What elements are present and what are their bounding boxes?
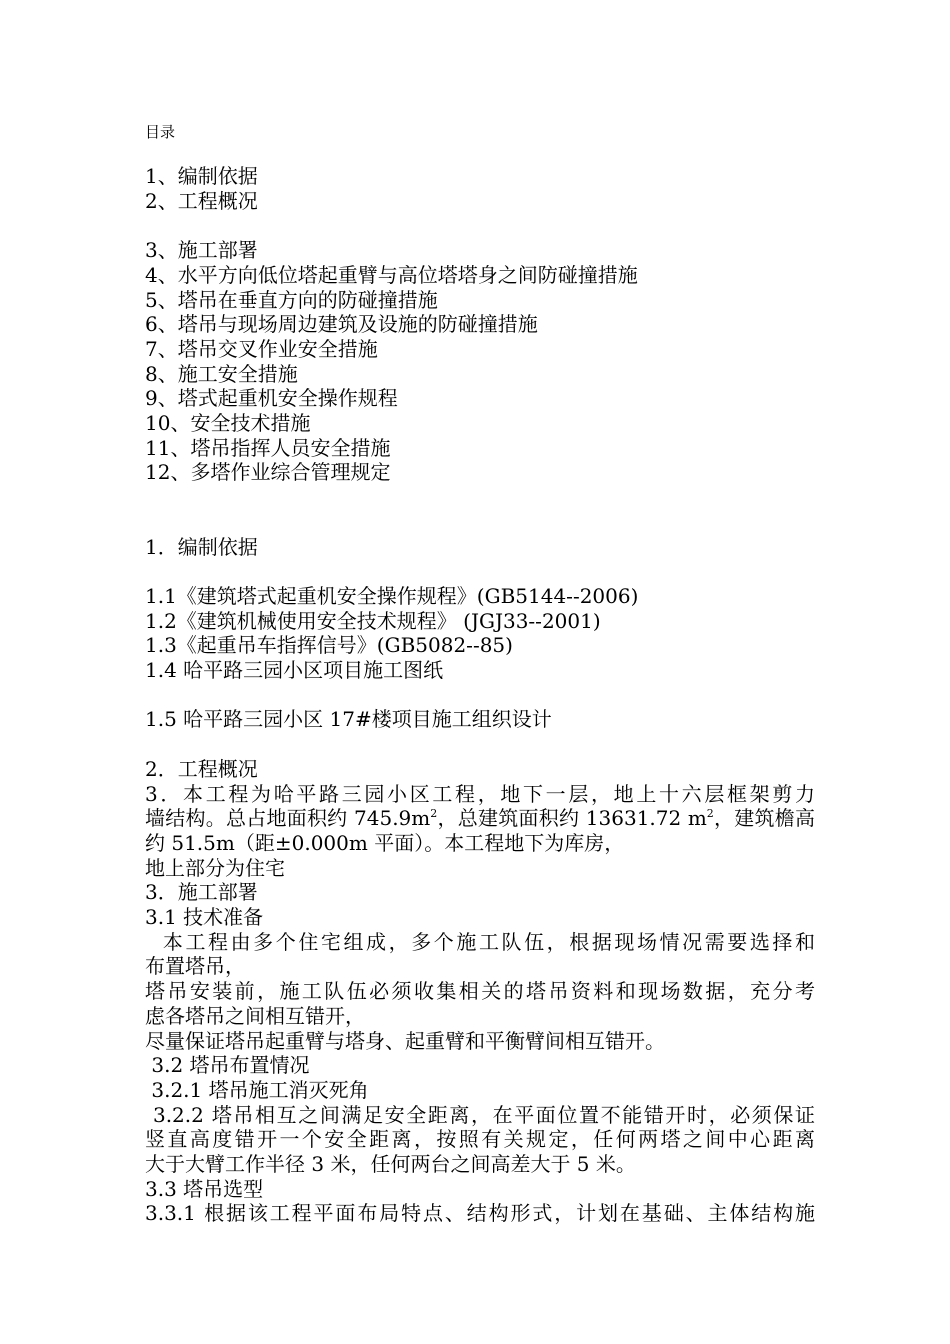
reference-item: 1.4 哈平路三园小区项目施工图纸 [145, 658, 444, 683]
text-run: 墙结构。总占地面积约 745.9m [145, 806, 431, 831]
document-body [145, 120, 815, 1226]
section-title: 1．编制依据 [145, 534, 258, 559]
subsection-title: 3.3 塔吊选型 [145, 1176, 264, 1201]
reference-item: 1.5 哈平路三园小区 17#楼项目施工组织设计 [145, 707, 552, 732]
toc-item: 4、水平方向低位塔起重臂与高位塔塔身之间防碰撞措施 [145, 262, 638, 287]
toc-list [145, 164, 815, 485]
reference-item: 1.1《建筑塔式起重机安全操作规程》(GB5144--2006) [145, 583, 639, 608]
reference-item: 1.3《起重吊车指挥信号》(GB5082--85) [145, 633, 513, 658]
paragraph-line: 大于大臂工作半径 3 米，任何两台之间高差大于 5 米。 [145, 1152, 636, 1177]
toc-item: 10、安全技术措施 [145, 411, 311, 436]
paragraph-line: 虑各塔吊之间相互错开， [145, 1003, 365, 1028]
toc-item: 12、多塔作业综合管理规定 [145, 460, 391, 485]
text-run: ，建筑檐高 [713, 806, 816, 831]
section-title: 3．施工部署 [145, 880, 258, 905]
text-run: ，总建筑面积约 13631.72 m [437, 806, 707, 831]
paragraph-line: 塔吊安装前，施工队伍必须收集相关的塔吊资料和现场数据，充分考 [145, 979, 815, 1004]
toc-item: 11、塔吊指挥人员安全措施 [145, 435, 391, 460]
toc-item: 9、塔式起重机安全操作规程 [145, 386, 398, 411]
paragraph-line: 尽量保证塔吊起重臂与塔身、起重臂和平衡臂间相互错开。 [145, 1028, 665, 1053]
paragraph-line: 3.3.1 根据该工程平面布局特点、结构形式，计划在基础、主体结构施 [145, 1201, 815, 1226]
toc-item: 2、工程概况 [145, 188, 258, 213]
superscript: 2 [706, 807, 714, 821]
subsection-title: 3.1 技术准备 [145, 905, 264, 930]
superscript: 2 [430, 807, 438, 821]
paragraph-line: 3.2.2 塔吊相互之间满足安全距离，在平面位置不能错开时，必须保证 [145, 1102, 816, 1127]
toc-item: 5、塔吊在垂直方向的防碰撞措施 [145, 287, 438, 312]
paragraph-line: 竖直高度错开一个安全距离，按照有关规定，任何两塔之间中心距离 [145, 1127, 815, 1152]
paragraph-line: 3．本工程为哈平路三园小区工程，地下一层，地上十六层框架剪力 [145, 781, 815, 806]
paragraph-line: 本工程由多个住宅组成，多个施工队伍，根据现场情况需要选择和 [145, 929, 816, 954]
toc-item: 1、编制依据 [145, 164, 258, 188]
paragraph-line: 约 51.5m（距±0.000m 平面）。本工程地下为库房， [145, 830, 625, 855]
toc-item: 6、塔吊与现场周边建筑及设施的防碰撞措施 [145, 312, 538, 337]
toc-item: 3、施工部署 [145, 238, 258, 263]
paragraph-line: 布置塔吊， [145, 954, 245, 979]
section-title: 2．工程概况 [145, 756, 258, 781]
paragraph-line [145, 806, 815, 831]
reference-item: 1.2《建筑机械使用安全技术规程》 (JGJ33--2001) [145, 608, 601, 633]
toc-item: 8、施工安全措施 [145, 361, 298, 386]
paragraph-line: 地上部分为住宅 [145, 855, 285, 880]
subsection-title: 3.2.1 塔吊施工消灭死角 [145, 1077, 369, 1102]
subsection-title: 3.2 塔吊布置情况 [145, 1053, 310, 1078]
toc-item: 7、塔吊交叉作业安全措施 [145, 336, 378, 361]
toc-heading: 目录 [145, 123, 176, 141]
